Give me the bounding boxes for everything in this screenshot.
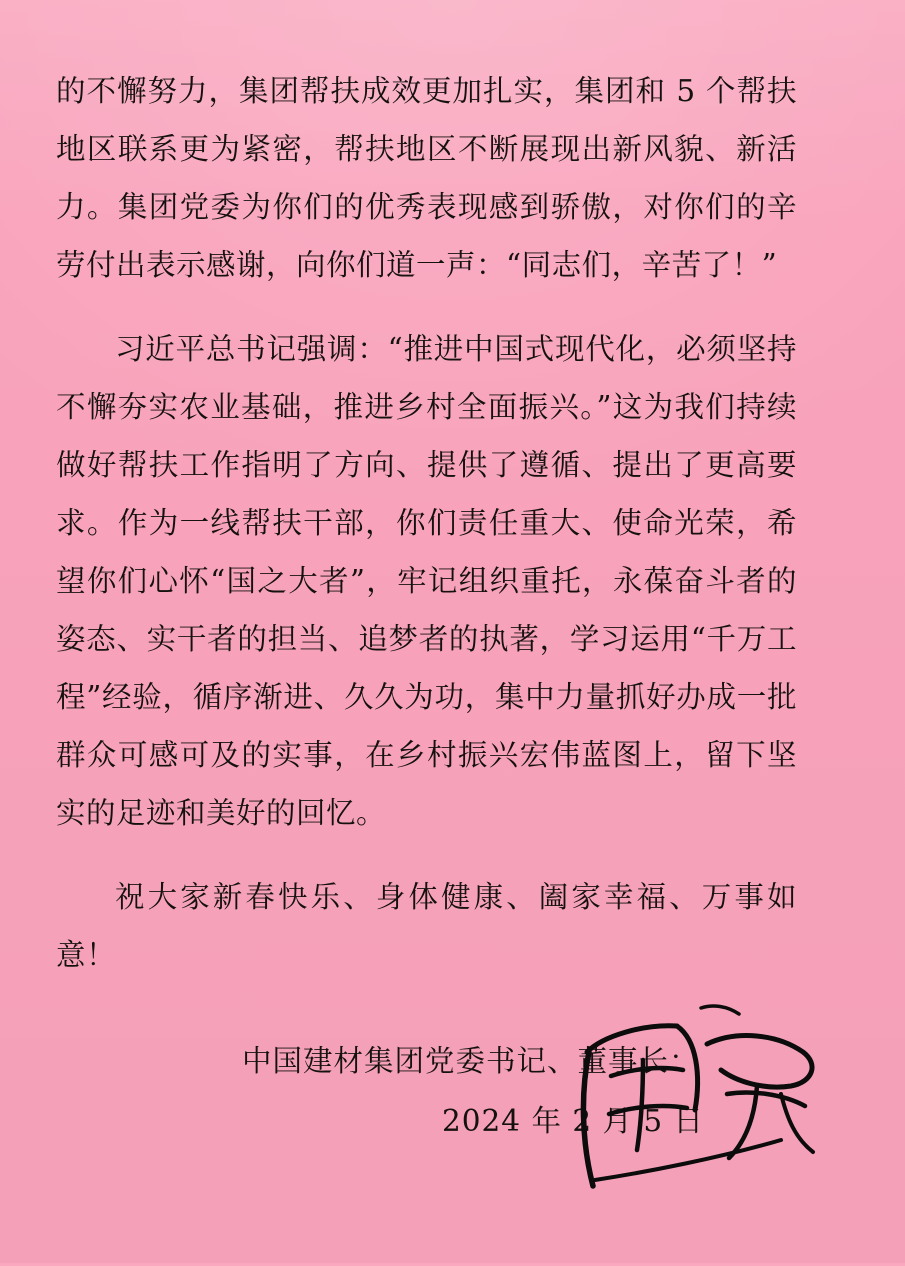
paragraph-2: 习近平总书记强调：“推进中国式现代化，必须坚持不懈夯实农业基础，推进乡村全面振兴。”这为我们持续做好帮扶工作指明了方向、提供了遵循、提出了更高要求。作为一线帮扶干部，你们责任重大、使命光荣，希望你们心怀“国之大者”，牢记组织重托，永葆奋斗者的姿态、实干者的担当、追梦者的执著，学习运用“千万工程”经验，循序渐进、久久为功，集中力量抓好办成一批群众可感可及的实事，在乡村振兴宏伟蓝图上，留下坚实的足迹和美好的回忆。 xyxy=(56,332,797,830)
signer-title: 中国建材集团党委书记、董事长： xyxy=(242,1044,700,1078)
signature-block xyxy=(56,1036,797,1266)
signature-date: 2024 年 2 月 5 日 xyxy=(442,1104,704,1138)
letter-body xyxy=(56,62,797,984)
paragraph-3: 祝大家新春快乐、身体健康、阖家幸福、万事如意！ xyxy=(56,880,797,972)
paragraph-1: 的不懈努力，集团帮扶成效更加扎实，集团和 5 个帮扶地区联系更为紧密，帮扶地区不断展现出新风貌、新活力。集团党委为你们的优秀表现感到骄傲，对你们的辛劳付出表示感谢，向你们道一声：“同志们，辛苦了！” xyxy=(56,74,797,282)
handwritten-signature xyxy=(551,990,831,1200)
